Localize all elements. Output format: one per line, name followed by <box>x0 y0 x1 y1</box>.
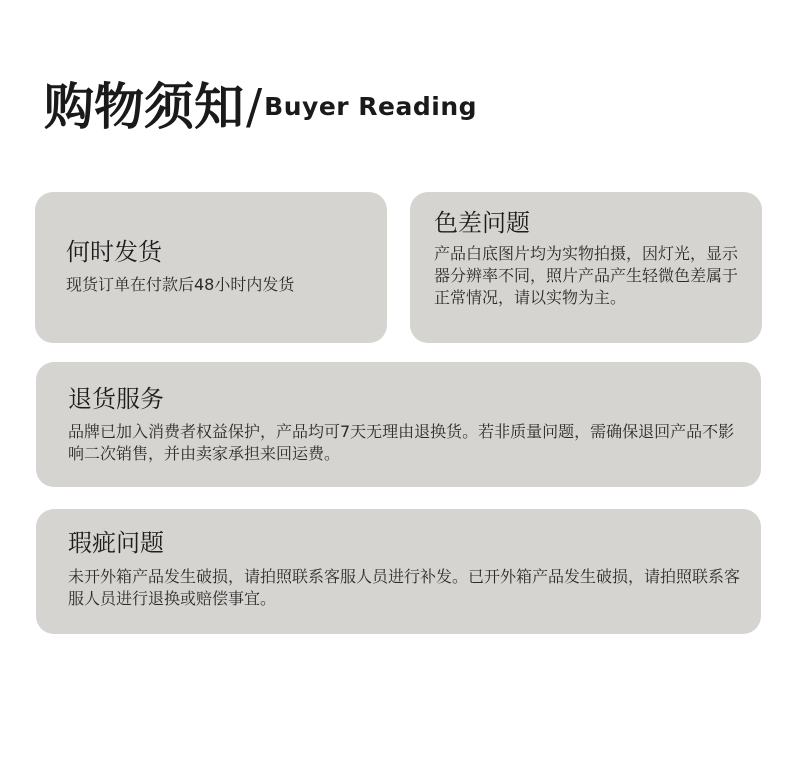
color-difference-text: 产品白底图片均为实物拍摄，因灯光，显示器分辨率不同，照片产品产生轻微色差属于正常情况，请以实物为主。 <box>434 244 739 307</box>
shipping-time-text: 现货订单在付款后48小时内发货 <box>66 275 295 294</box>
return-service-title: 退货服务 <box>68 385 164 413</box>
defect-issue-card <box>36 509 761 634</box>
page-subtitle: Buyer Reading <box>264 92 478 121</box>
shipping-time-card <box>35 192 387 343</box>
defect-issue-text: 未开外箱产品发生破损，请拍照联系客服人员进行补发。已开外箱产品发生破损，请拍照联系客服人员进行退换或赔偿事宜。 <box>68 567 741 608</box>
title-separator: / <box>246 79 263 135</box>
return-service-card <box>36 362 761 487</box>
page-header <box>44 76 477 138</box>
defect-issue-title: 瑕疵问题 <box>68 529 164 557</box>
shipping-time-title: 何时发货 <box>66 238 162 266</box>
return-service-text: 品牌已加入消费者权益保护，产品均可7天无理由退换货。若非质量问题，需确保退回产品不影响二次销售，并由卖家承担来回运费。 <box>68 422 735 463</box>
page-title: 购物须知 <box>44 78 244 136</box>
color-difference-card <box>410 192 762 343</box>
color-difference-title: 色差问题 <box>434 209 530 237</box>
